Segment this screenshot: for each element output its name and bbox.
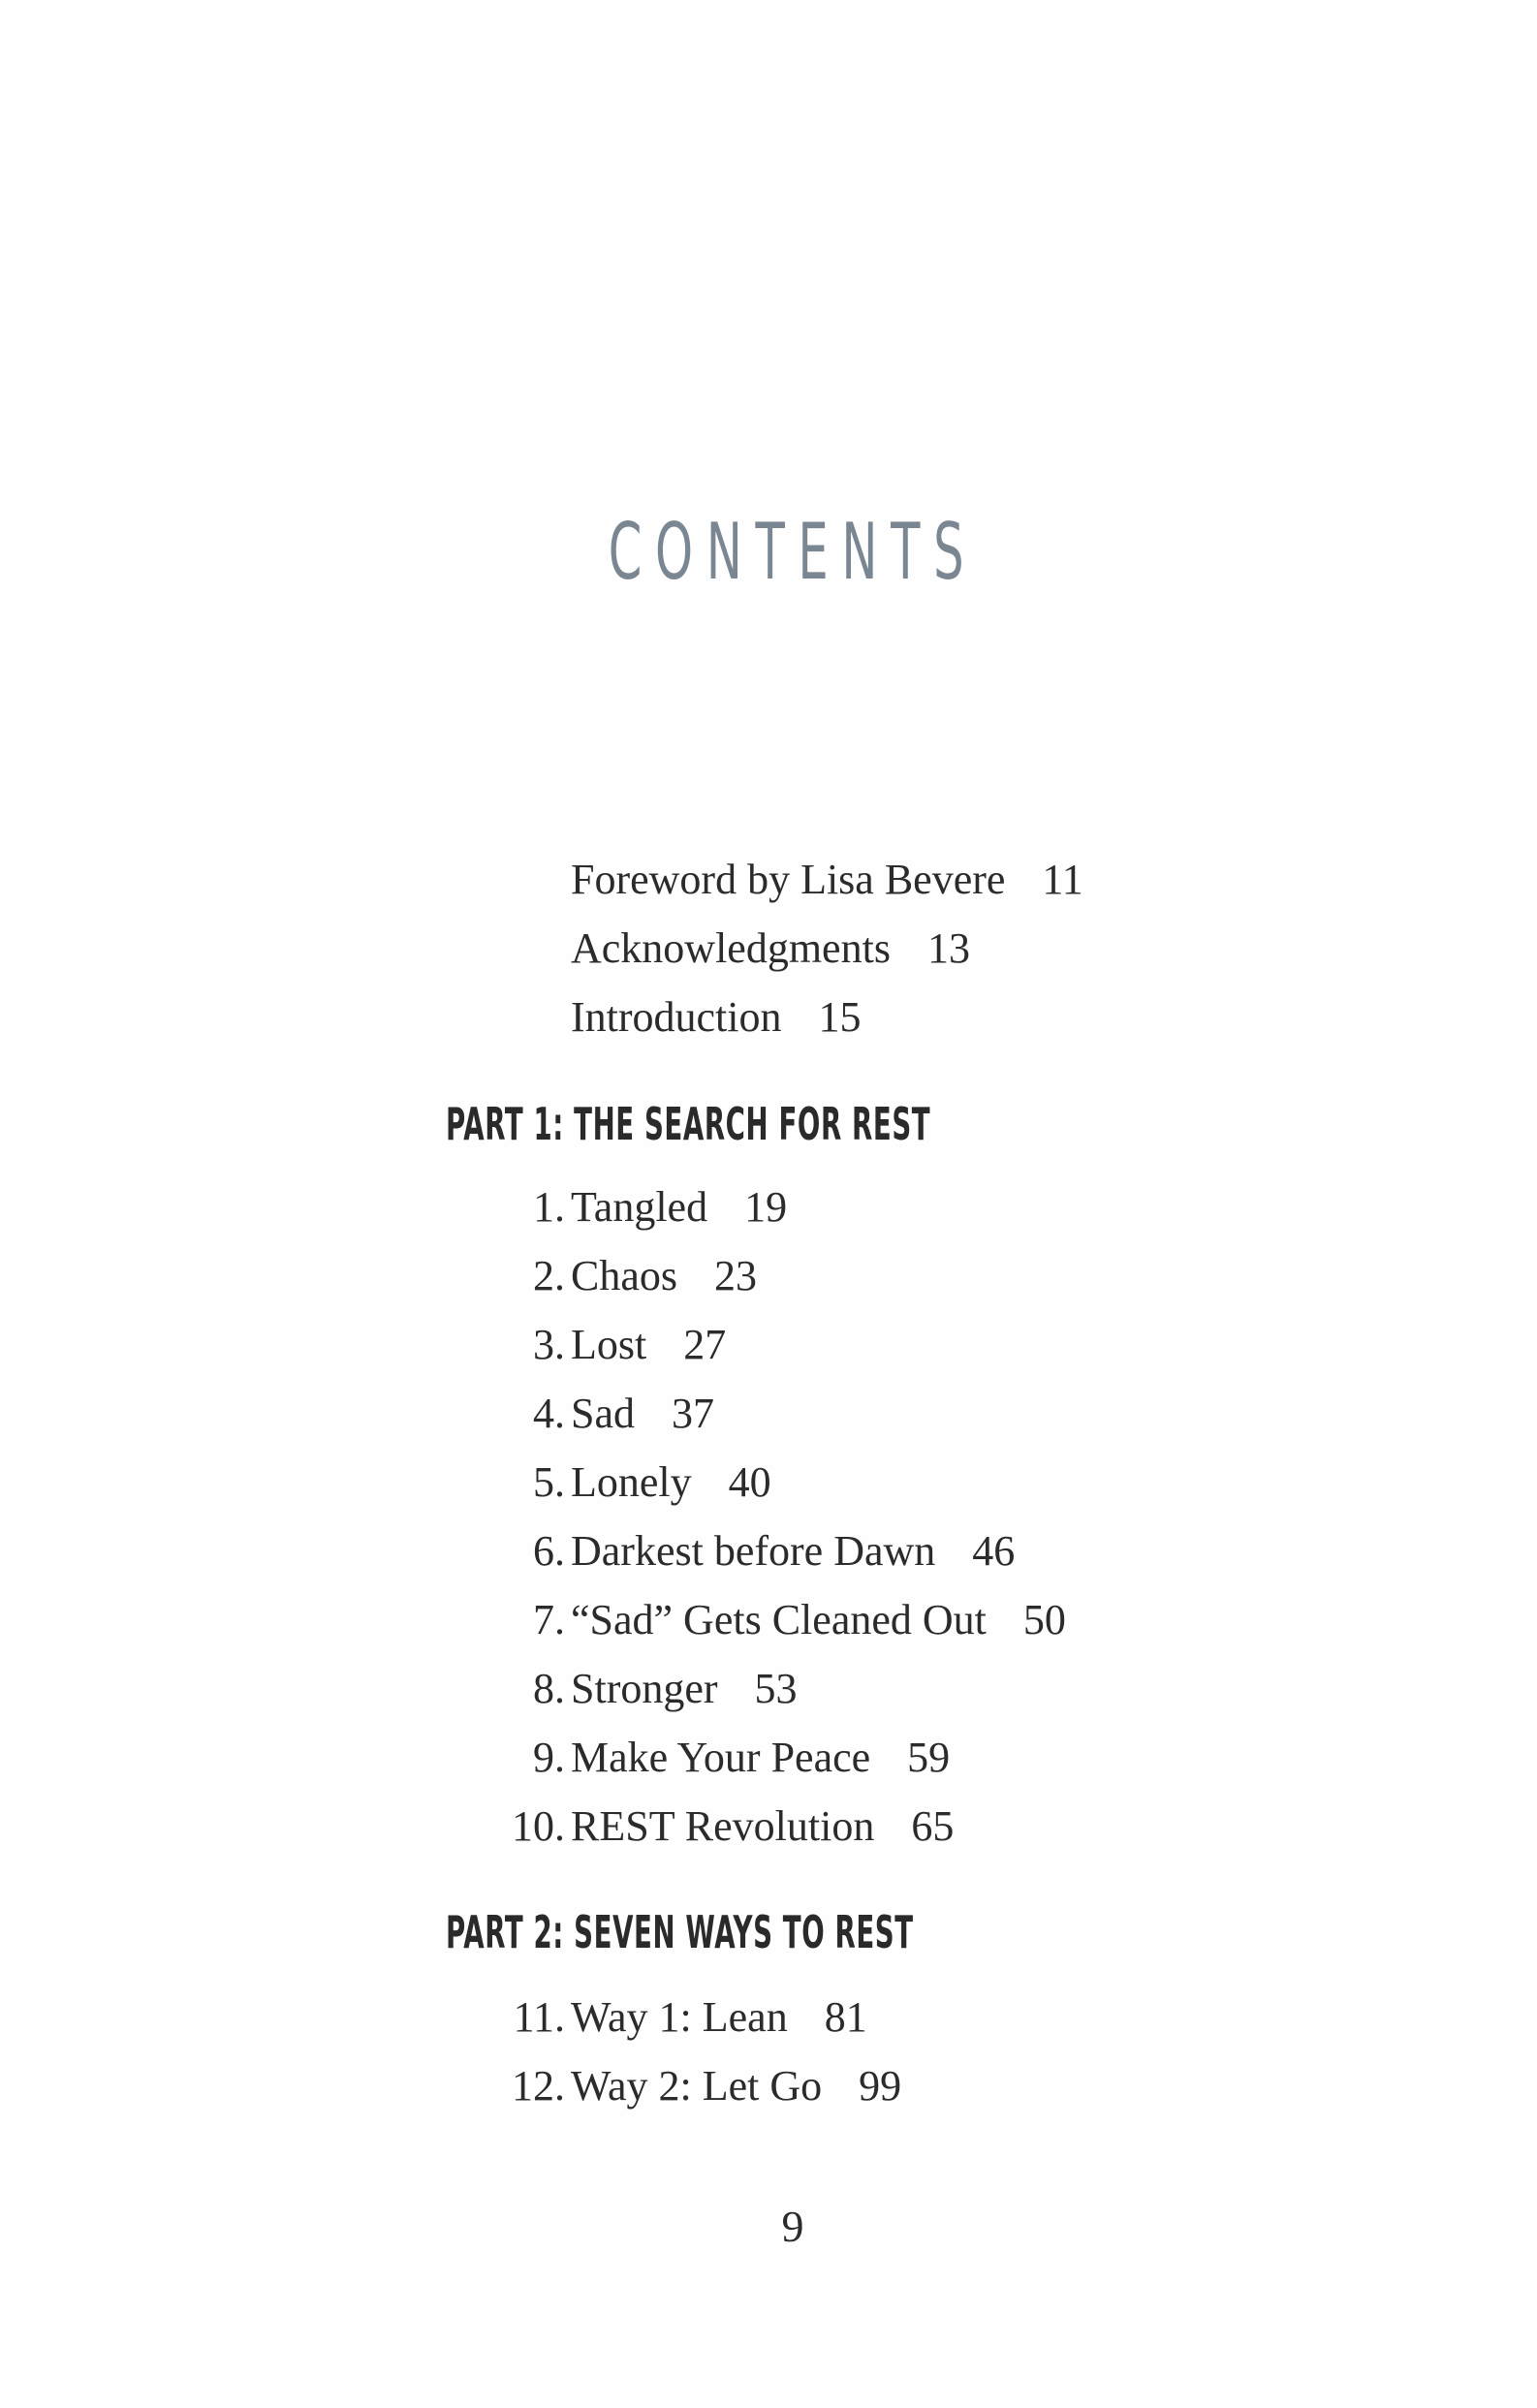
chapter-page: 81 (824, 1993, 867, 2041)
chapter-page: 27 (683, 1321, 727, 1368)
chapter-title: Lonely (571, 1458, 692, 1506)
toc-entry-introduction (571, 990, 862, 1045)
chapter-page: 37 (672, 1390, 714, 1437)
chapter-title: Way 1: Lean (571, 1993, 788, 2041)
toc-entry-label: Introduction (571, 993, 782, 1041)
toc-entry-foreword (571, 853, 1083, 907)
chapter-page: 23 (714, 1252, 757, 1299)
toc-chapter (513, 1990, 867, 2045)
toc-chapter (533, 1318, 727, 1372)
chapter-title: Stronger (571, 1665, 718, 1712)
toc-chapter (512, 1799, 955, 1854)
chapter-number: 4. (533, 1390, 565, 1437)
toc-entry-page: 15 (818, 993, 862, 1041)
chapter-number: 7. (533, 1596, 565, 1643)
page-number: 9 (781, 2202, 804, 2251)
chapter-number: 9. (533, 1734, 565, 1781)
chapter-number: 6. (533, 1527, 565, 1575)
toc-chapter (533, 1662, 798, 1716)
chapter-title: REST Revolution (571, 1802, 875, 1850)
chapter-title: “Sad” Gets Cleaned Out (571, 1596, 987, 1643)
chapter-title: Make Your Peace (571, 1734, 871, 1781)
chapter-number: 8. (533, 1665, 565, 1712)
chapter-number: 1. (533, 1183, 565, 1231)
chapter-number: 10. (512, 1802, 565, 1850)
toc-entry-page: 11 (1042, 856, 1083, 903)
chapter-number: 11. (513, 1993, 565, 2041)
chapter-title: Tangled (571, 1183, 708, 1231)
toc-entry-page: 13 (926, 924, 970, 972)
toc-entry-label: Foreword by Lisa Bevere (571, 856, 1006, 903)
chapter-page: 53 (754, 1665, 798, 1712)
toc-chapter (533, 1524, 1016, 1579)
page-title: CONTENTS (608, 507, 978, 597)
toc-chapter (512, 2059, 902, 2113)
chapter-page: 46 (972, 1527, 1016, 1575)
chapter-title: Darkest before Dawn (571, 1527, 936, 1575)
chapter-page: 40 (728, 1458, 771, 1506)
toc-chapter (533, 1249, 757, 1303)
chapter-title: Lost (571, 1321, 647, 1368)
part-heading: PART 1: THE SEARCH FOR REST (446, 1098, 931, 1150)
chapter-number: 5. (533, 1458, 565, 1506)
chapter-number: 12. (512, 2062, 565, 2110)
chapter-page: 19 (744, 1183, 788, 1231)
chapter-page: 99 (859, 2062, 902, 2110)
chapter-page: 65 (911, 1802, 955, 1850)
chapter-page: 50 (1022, 1596, 1066, 1643)
toc-entry-label: Acknowledgments (571, 924, 891, 972)
chapter-number: 2. (533, 1252, 565, 1299)
chapter-page: 59 (907, 1734, 951, 1781)
chapter-number: 3. (533, 1321, 565, 1368)
chapter-title: Chaos (571, 1252, 677, 1299)
toc-chapter (533, 1387, 714, 1441)
toc-chapter (533, 1455, 771, 1510)
chapter-title: Way 2: Let Go (571, 2062, 823, 2110)
chapter-title: Sad (571, 1390, 635, 1437)
toc-chapter (533, 1180, 788, 1235)
toc-chapter (533, 1593, 1066, 1647)
toc-entry-acknowledgments (571, 922, 970, 976)
toc-chapter (533, 1731, 951, 1785)
part-heading: PART 2: SEVEN WAYS TO REST (446, 1906, 914, 1958)
